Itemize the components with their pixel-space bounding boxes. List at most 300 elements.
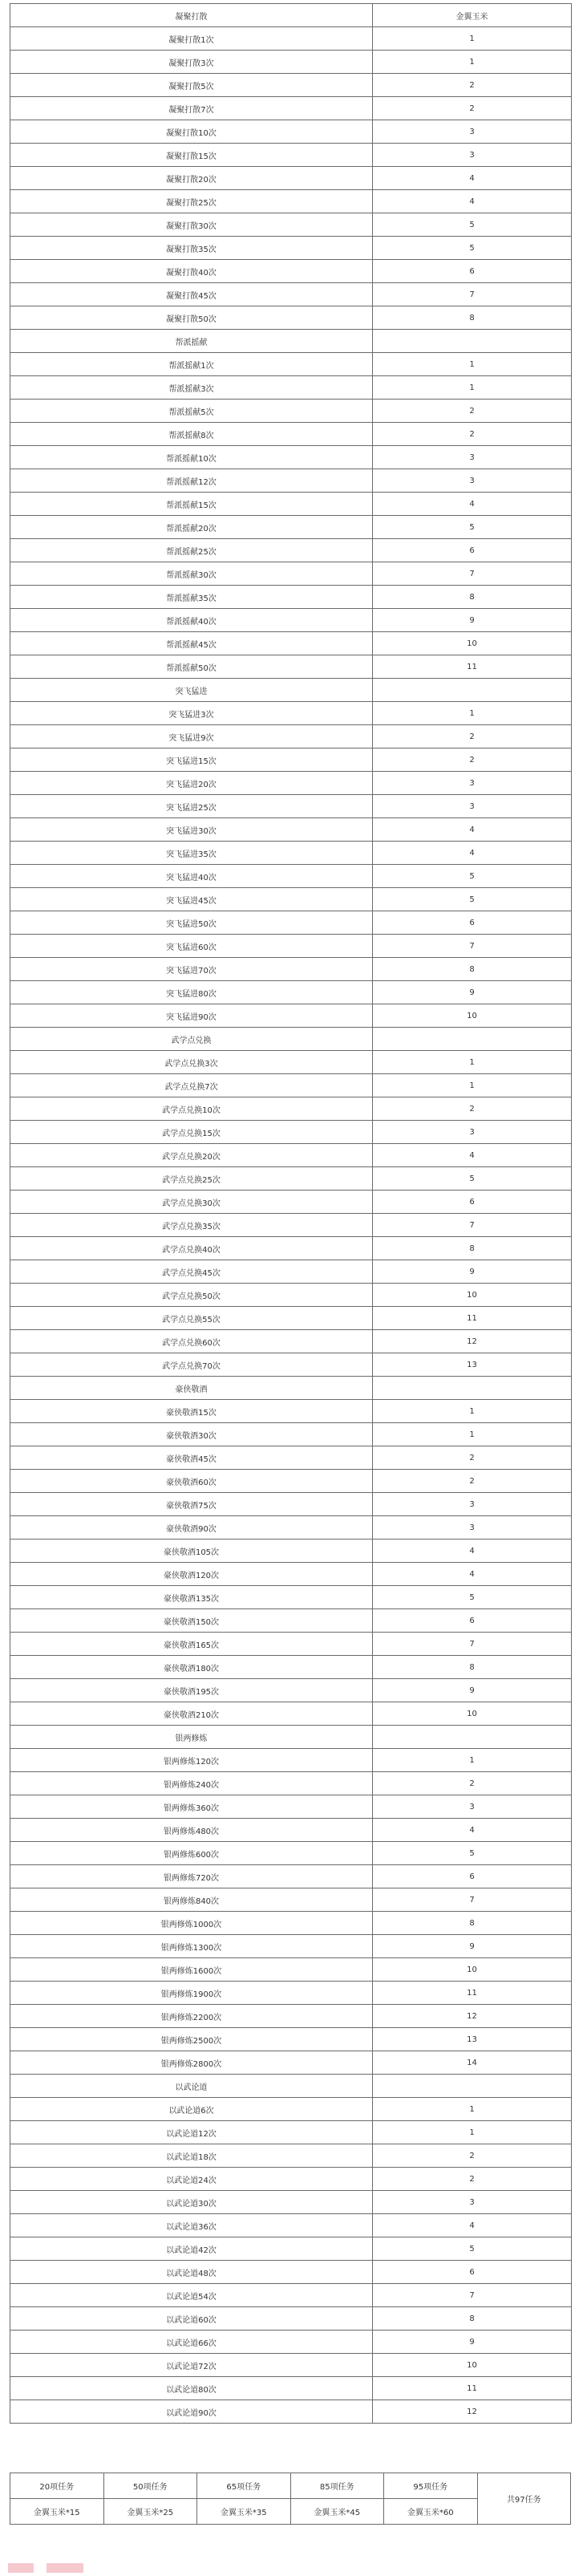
reward-count-cell: 4: [373, 2214, 572, 2237]
task-cell: 银两修炼2200次: [10, 2005, 373, 2028]
table-row: [10, 1563, 572, 1586]
reward-count-cell: 8: [373, 1912, 572, 1935]
task-cell: 帮派摇献8次: [10, 423, 373, 446]
table-row: [10, 1004, 572, 1028]
reward-count-cell: 7: [373, 283, 572, 306]
table-row: [10, 1446, 572, 1470]
table-row: [10, 1958, 572, 1982]
task-cell: 豪侠敬酒195次: [10, 1679, 373, 1702]
section-empty-cell: [373, 679, 572, 702]
table-row: [10, 586, 572, 609]
reward-table: [10, 3, 572, 2424]
reward-count-cell: 1: [373, 1051, 572, 1074]
task-cell: 银两修炼2800次: [10, 2051, 373, 2075]
task-cell: 武学点兑换50次: [10, 1284, 373, 1307]
table-row: [10, 190, 572, 213]
table-row: [10, 469, 572, 493]
table-row: [10, 2144, 572, 2168]
task-cell: 豪侠敬酒150次: [10, 1609, 373, 1633]
reward-count-cell: 4: [373, 190, 572, 213]
reward-count-cell: 6: [373, 1191, 572, 1214]
table-row: [10, 2307, 572, 2331]
reward-count-cell: 7: [373, 1888, 572, 1912]
summary-reward-cell: 金翼玉米*25: [103, 2499, 197, 2525]
section-empty-cell: [373, 1028, 572, 1051]
table-row: [10, 2168, 572, 2191]
table-header-cell: 凝聚打散: [10, 4, 373, 27]
task-cell: 突飞猛进40次: [10, 865, 373, 888]
task-cell: 凝聚打散40次: [10, 260, 373, 283]
table-row: [10, 260, 572, 283]
task-cell: 凝聚打散35次: [10, 237, 373, 260]
reward-count-cell: 12: [373, 2400, 572, 2424]
table-row: [10, 935, 572, 958]
section-title-cell: 帮派摇献: [10, 330, 373, 353]
table-row: [10, 1353, 572, 1377]
table-row: [10, 2005, 572, 2028]
reward-count-cell: 1: [373, 1400, 572, 1423]
reward-count-cell: 2: [373, 725, 572, 748]
table-row: [10, 1051, 572, 1074]
task-cell: 银两修炼840次: [10, 1888, 373, 1912]
reward-count-cell: 9: [373, 609, 572, 632]
task-cell: 凝聚打散50次: [10, 306, 373, 330]
reward-count-cell: 11: [373, 1982, 572, 2005]
task-cell: 凝聚打散20次: [10, 167, 373, 190]
reward-count-cell: 11: [373, 2377, 572, 2400]
reward-count-cell: 5: [373, 213, 572, 237]
table-row: [10, 2331, 572, 2354]
table-row: [10, 237, 572, 260]
reward-count-cell: 4: [373, 1819, 572, 1842]
reward-count-cell: 10: [373, 2354, 572, 2377]
reward-count-cell: 3: [373, 2191, 572, 2214]
task-cell: 银两修炼120次: [10, 1749, 373, 1772]
task-cell: 银两修炼2500次: [10, 2028, 373, 2051]
task-cell: 豪侠敬酒165次: [10, 1633, 373, 1656]
reward-count-cell: 2: [373, 1772, 572, 1795]
reward-count-cell: 9: [373, 981, 572, 1004]
table-row: [10, 1307, 572, 1330]
task-cell: 凝聚打散7次: [10, 97, 373, 120]
task-cell: 帮派摇献1次: [10, 353, 373, 376]
reward-count-cell: 4: [373, 842, 572, 865]
task-cell: 突飞猛进80次: [10, 981, 373, 1004]
reward-count-cell: 3: [373, 1493, 572, 1516]
task-cell: 武学点兑换10次: [10, 1097, 373, 1121]
reward-count-cell: 1: [373, 1074, 572, 1097]
table-row: [10, 516, 572, 539]
section-header-row: [10, 1377, 572, 1400]
task-cell: 突飞猛进20次: [10, 772, 373, 795]
section-title-cell: 突飞猛进: [10, 679, 373, 702]
table-row: [10, 1167, 572, 1191]
reward-count-cell: 2: [373, 1470, 572, 1493]
reward-count-cell: 3: [373, 1795, 572, 1819]
reward-count-cell: 3: [373, 1516, 572, 1540]
task-cell: 突飞猛进45次: [10, 888, 373, 911]
task-cell: 以武论道18次: [10, 2144, 373, 2168]
reward-count-cell: 1: [373, 2098, 572, 2121]
task-cell: 豪侠敬酒180次: [10, 1656, 373, 1679]
reward-count-cell: 3: [373, 144, 572, 167]
table-row: [10, 888, 572, 911]
task-cell: 武学点兑换7次: [10, 1074, 373, 1097]
task-cell: 豪侠敬酒45次: [10, 1446, 373, 1470]
reward-count-cell: 2: [373, 74, 572, 97]
reward-count-cell: 4: [373, 493, 572, 516]
table-row: [10, 1144, 572, 1167]
summary-task-cell: 95项任务: [384, 2473, 478, 2499]
reward-count-cell: 4: [373, 1563, 572, 1586]
reward-count-cell: 9: [373, 1679, 572, 1702]
task-cell: 突飞猛进3次: [10, 702, 373, 725]
table-row: [10, 632, 572, 655]
task-cell: 以武论道90次: [10, 2400, 373, 2424]
table-row: [10, 1912, 572, 1935]
table-row: [10, 818, 572, 842]
table-row: [10, 1749, 572, 1772]
task-cell: 凝聚打散3次: [10, 51, 373, 74]
section-empty-cell: [373, 1726, 572, 1749]
reward-count-cell: 5: [373, 237, 572, 260]
reward-count-cell: 3: [373, 795, 572, 818]
table-row: [10, 1260, 572, 1284]
task-cell: 突飞猛进30次: [10, 818, 373, 842]
reward-count-cell: 3: [373, 120, 572, 144]
task-cell: 突飞猛进70次: [10, 958, 373, 981]
task-cell: 以武论道54次: [10, 2284, 373, 2307]
reward-count-cell: 6: [373, 2261, 572, 2284]
table-row: [10, 609, 572, 632]
reward-count-cell: 6: [373, 911, 572, 935]
reward-count-cell: 14: [373, 2051, 572, 2075]
reward-count-cell: 13: [373, 1353, 572, 1377]
task-cell: 以武论道6次: [10, 2098, 373, 2121]
task-cell: 帮派摇献50次: [10, 655, 373, 679]
task-cell: 豪侠敬酒15次: [10, 1400, 373, 1423]
task-cell: 武学点兑换55次: [10, 1307, 373, 1330]
section-title-cell: 以武论道: [10, 2075, 373, 2098]
reward-count-cell: 2: [373, 1097, 572, 1121]
table-row: [10, 1982, 572, 2005]
table-row: [10, 842, 572, 865]
reward-count-cell: 5: [373, 888, 572, 911]
task-cell: 武学点兑换45次: [10, 1260, 373, 1284]
reward-count-cell: 5: [373, 1586, 572, 1609]
table-row: [10, 1097, 572, 1121]
table-row: [10, 1214, 572, 1237]
watermark-block: [47, 2563, 83, 2573]
section-header-row: [10, 1726, 572, 1749]
task-cell: 帮派摇献45次: [10, 632, 373, 655]
table-row: [10, 1609, 572, 1633]
task-cell: 以武论道12次: [10, 2121, 373, 2144]
task-cell: 武学点兑换20次: [10, 1144, 373, 1167]
table-row: [10, 911, 572, 935]
table-row: [10, 2237, 572, 2261]
reward-count-cell: 11: [373, 655, 572, 679]
table-row: [10, 2051, 572, 2075]
reward-count-cell: 4: [373, 167, 572, 190]
summary-total-cell: 共97任务: [477, 2473, 571, 2525]
reward-count-cell: 12: [373, 1330, 572, 1353]
reward-count-cell: 8: [373, 586, 572, 609]
table-row: [10, 1540, 572, 1563]
reward-count-cell: 7: [373, 1633, 572, 1656]
summary-reward-cell: 金翼玉米*15: [10, 2499, 104, 2525]
table-row: [10, 144, 572, 167]
task-cell: 帮派摇献15次: [10, 493, 373, 516]
section-header-row: [10, 679, 572, 702]
table-row: [10, 353, 572, 376]
table-body: [10, 27, 572, 2424]
table-header-row: [10, 4, 572, 27]
reward-count-cell: 12: [373, 2005, 572, 2028]
reward-count-cell: 2: [373, 748, 572, 772]
task-cell: 突飞猛进60次: [10, 935, 373, 958]
table-header-cell: 金翼玉米: [373, 4, 572, 27]
table-row: [10, 423, 572, 446]
task-cell: 以武论道30次: [10, 2191, 373, 2214]
reward-count-cell: 1: [373, 376, 572, 400]
task-cell: 银两修炼1900次: [10, 1982, 373, 2005]
table-row: [10, 1284, 572, 1307]
task-cell: 帮派摇献25次: [10, 539, 373, 562]
reward-count-cell: 6: [373, 539, 572, 562]
summary-reward-cell: 金翼玉米*35: [197, 2499, 291, 2525]
task-cell: 帮派摇献5次: [10, 400, 373, 423]
task-cell: 武学点兑换15次: [10, 1121, 373, 1144]
reward-count-cell: 5: [373, 516, 572, 539]
table-row: [10, 2261, 572, 2284]
section-title-cell: 银两修炼: [10, 1726, 373, 1749]
table-row: [10, 1191, 572, 1214]
table-row: [10, 772, 572, 795]
reward-count-cell: 2: [373, 97, 572, 120]
table-row: [10, 1586, 572, 1609]
table-row: [10, 1935, 572, 1958]
table-row: [10, 865, 572, 888]
task-cell: 凝聚打散5次: [10, 74, 373, 97]
task-cell: 凝聚打散10次: [10, 120, 373, 144]
table-row: [10, 1423, 572, 1446]
summary-reward-cell: 金翼玉米*60: [384, 2499, 478, 2525]
table-row: [10, 1702, 572, 1726]
task-cell: 帮派摇献10次: [10, 446, 373, 469]
table-row: [10, 1400, 572, 1423]
task-cell: 豪侠敬酒90次: [10, 1516, 373, 1540]
task-cell: 银两修炼480次: [10, 1819, 373, 1842]
reward-count-cell: 1: [373, 51, 572, 74]
table-row: [10, 1842, 572, 1865]
task-cell: 银两修炼1300次: [10, 1935, 373, 1958]
task-cell: 武学点兑换3次: [10, 1051, 373, 1074]
reward-count-cell: 9: [373, 1935, 572, 1958]
section-title-cell: 武学点兑换: [10, 1028, 373, 1051]
reward-count-cell: 1: [373, 1749, 572, 1772]
task-cell: 凝聚打散25次: [10, 190, 373, 213]
reward-count-cell: 2: [373, 1446, 572, 1470]
table-row: [10, 1470, 572, 1493]
task-cell: 突飞猛进15次: [10, 748, 373, 772]
task-cell: 豪侠敬酒30次: [10, 1423, 373, 1446]
section-header-row: [10, 1028, 572, 1051]
reward-count-cell: 1: [373, 2121, 572, 2144]
reward-count-cell: 3: [373, 772, 572, 795]
summary-table: [10, 2473, 571, 2525]
task-cell: 豪侠敬酒60次: [10, 1470, 373, 1493]
task-cell: 帮派摇献20次: [10, 516, 373, 539]
summary-task-cell: 20项任务: [10, 2473, 104, 2499]
reward-count-cell: 6: [373, 260, 572, 283]
task-cell: 帮派摇献35次: [10, 586, 373, 609]
section-empty-cell: [373, 1377, 572, 1400]
table-row: [10, 1772, 572, 1795]
task-cell: 帮派摇献40次: [10, 609, 373, 632]
task-cell: 武学点兑换60次: [10, 1330, 373, 1353]
table-row: [10, 2121, 572, 2144]
reward-count-cell: 13: [373, 2028, 572, 2051]
table-row: [10, 51, 572, 74]
reward-count-cell: 2: [373, 400, 572, 423]
task-cell: 帮派摇献3次: [10, 376, 373, 400]
table-row: [10, 2377, 572, 2400]
task-cell: 突飞猛进9次: [10, 725, 373, 748]
task-cell: 银两修炼360次: [10, 1795, 373, 1819]
table-row: [10, 2400, 572, 2424]
reward-count-cell: 8: [373, 2307, 572, 2331]
table-row: [10, 1237, 572, 1260]
task-cell: 以武论道48次: [10, 2261, 373, 2284]
reward-count-cell: 4: [373, 1144, 572, 1167]
summary-task-cell: 85项任务: [290, 2473, 384, 2499]
reward-count-cell: 2: [373, 423, 572, 446]
task-cell: 以武论道36次: [10, 2214, 373, 2237]
reward-count-cell: 6: [373, 1609, 572, 1633]
task-cell: 突飞猛进35次: [10, 842, 373, 865]
task-cell: 银两修炼600次: [10, 1842, 373, 1865]
table-row: [10, 1633, 572, 1656]
reward-count-cell: 8: [373, 1656, 572, 1679]
table-row: [10, 539, 572, 562]
task-cell: 豪侠敬酒75次: [10, 1493, 373, 1516]
task-cell: 凝聚打散15次: [10, 144, 373, 167]
reward-count-cell: 10: [373, 1004, 572, 1028]
reward-count-cell: 5: [373, 865, 572, 888]
table-row: [10, 748, 572, 772]
task-cell: 凝聚打散45次: [10, 283, 373, 306]
reward-count-cell: 6: [373, 1865, 572, 1888]
table-row: [10, 2191, 572, 2214]
table-row: [10, 1888, 572, 1912]
task-cell: 帮派摇献12次: [10, 469, 373, 493]
reward-count-cell: 10: [373, 1702, 572, 1726]
table-row: [10, 2284, 572, 2307]
task-cell: 武学点兑换25次: [10, 1167, 373, 1191]
summary-task-row: [10, 2473, 571, 2499]
task-cell: 凝聚打散1次: [10, 27, 373, 51]
section-empty-cell: [373, 2075, 572, 2098]
watermark-block: [8, 2563, 34, 2573]
task-cell: 以武论道66次: [10, 2331, 373, 2354]
table-row: [10, 74, 572, 97]
table-row: [10, 1679, 572, 1702]
table-row: [10, 306, 572, 330]
table-row: [10, 1819, 572, 1842]
table-row: [10, 2098, 572, 2121]
section-empty-cell: [373, 330, 572, 353]
summary-task-cell: 65项任务: [197, 2473, 291, 2499]
task-cell: 帮派摇献30次: [10, 562, 373, 586]
reward-count-cell: 9: [373, 1260, 572, 1284]
table-row: [10, 2028, 572, 2051]
task-cell: 武学点兑换35次: [10, 1214, 373, 1237]
summary-reward-cell: 金翼玉米*45: [290, 2499, 384, 2525]
table-row: [10, 562, 572, 586]
table-row: [10, 493, 572, 516]
task-cell: 银两修炼1600次: [10, 1958, 373, 1982]
reward-count-cell: 7: [373, 2284, 572, 2307]
table-row: [10, 1865, 572, 1888]
table-row: [10, 1656, 572, 1679]
task-cell: 武学点兑换70次: [10, 1353, 373, 1377]
reward-count-cell: 4: [373, 818, 572, 842]
table-row: [10, 1121, 572, 1144]
task-cell: 突飞猛进90次: [10, 1004, 373, 1028]
table-row: [10, 958, 572, 981]
task-cell: 以武论道80次: [10, 2377, 373, 2400]
reward-count-cell: 7: [373, 935, 572, 958]
task-cell: 以武论道24次: [10, 2168, 373, 2191]
table-row: [10, 702, 572, 725]
table-row: [10, 213, 572, 237]
section-title-cell: 豪侠敬酒: [10, 1377, 373, 1400]
reward-count-cell: 9: [373, 2331, 572, 2354]
reward-count-cell: 5: [373, 1167, 572, 1191]
table-row: [10, 2214, 572, 2237]
reward-count-cell: 10: [373, 1284, 572, 1307]
task-cell: 以武论道72次: [10, 2354, 373, 2377]
reward-count-cell: 2: [373, 2144, 572, 2168]
task-cell: 银两修炼240次: [10, 1772, 373, 1795]
task-cell: 以武论道60次: [10, 2307, 373, 2331]
reward-count-cell: 10: [373, 632, 572, 655]
reward-count-cell: 1: [373, 1423, 572, 1446]
table-row: [10, 120, 572, 144]
table-row: [10, 1074, 572, 1097]
reward-count-cell: 4: [373, 1540, 572, 1563]
reward-count-cell: 5: [373, 2237, 572, 2261]
task-cell: 豪侠敬酒210次: [10, 1702, 373, 1726]
reward-count-cell: 11: [373, 1307, 572, 1330]
table-row: [10, 1330, 572, 1353]
table-row: [10, 981, 572, 1004]
task-cell: 武学点兑换30次: [10, 1191, 373, 1214]
task-cell: 豪侠敬酒105次: [10, 1540, 373, 1563]
reward-count-cell: 2: [373, 2168, 572, 2191]
reward-count-cell: 1: [373, 353, 572, 376]
reward-count-cell: 8: [373, 958, 572, 981]
task-cell: 豪侠敬酒120次: [10, 1563, 373, 1586]
table-row: [10, 446, 572, 469]
table-row: [10, 1493, 572, 1516]
reward-count-cell: 5: [373, 1842, 572, 1865]
table-row: [10, 795, 572, 818]
reward-count-cell: 1: [373, 702, 572, 725]
task-cell: 豪侠敬酒135次: [10, 1586, 373, 1609]
table-row: [10, 2354, 572, 2377]
